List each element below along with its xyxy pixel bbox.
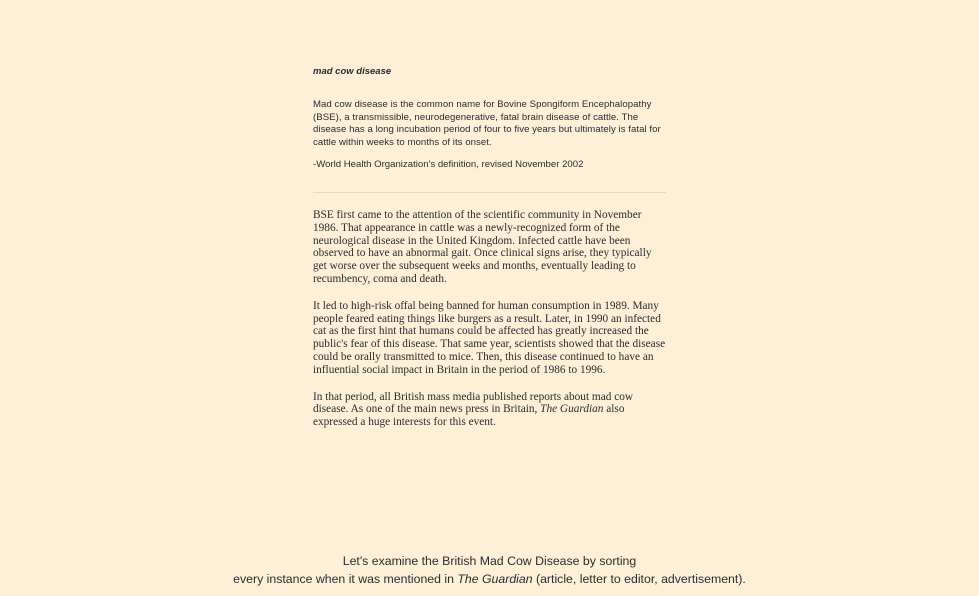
article-paragraph-2: It led to high-risk offal being banned for human consumption in 1989. Many people feared eating things like burgers as a result. Later, in 1990 an infected cat as the first hint that humans could be affected has greatly increased the public's fear of this disease. That same year, scientists showed that the disease could be orally transmitted to mice. Then, this disease continued to have an influential social impact in Britain in the period of 1986 to 1996.	[313, 299, 666, 376]
caption-line-2-start: every instance when it was mentioned in	[233, 572, 458, 586]
definition-source: -World Health Organization's definition, revised November 2002	[313, 159, 584, 171]
intro-caption	[0, 552, 979, 588]
article-paragraph-1: BSE first came to the attention of the scientific community in November 1986. That appearance in cattle was a newly-recognized form of the neurological disease in the United Kingdom. Infected cattle have been observed to have an abnormal gait. Once clinical signs arise, they typically get worse over the subsequent weeks and months, eventually leading to recumbency, coma and death.	[313, 208, 652, 285]
caption-line-2-end: (article, letter to editor, advertisement).	[532, 572, 746, 586]
caption-line-2	[0, 570, 979, 588]
guardian-title-inline: The Guardian	[540, 403, 604, 416]
caption-guardian-title: The Guardian	[457, 572, 533, 586]
article-paragraph-3	[313, 391, 666, 429]
article-column	[313, 60, 666, 443]
definition-body: Mad cow disease is the common name for Bovine Spongiform Encephalopathy (BSE), a transmissible, neurodegenerative, fatal brain disease of cattle. The disease has a long incubation period of four to five years but ultimately is fatal for cattle within weeks to months of its onset.	[313, 99, 661, 148]
caption-line-1: Let's examine the British Mad Cow Disease by sorting	[342, 554, 637, 568]
section-divider	[313, 192, 666, 193]
paragraph-3-text-end: also expressed a huge interests for this event.	[313, 403, 625, 429]
paragraph-3-text-start: In that period, all British mass media published reports about mad cow disease. As one of the main news press in Britain,	[313, 390, 634, 416]
definition-title: mad cow disease	[313, 66, 392, 77]
